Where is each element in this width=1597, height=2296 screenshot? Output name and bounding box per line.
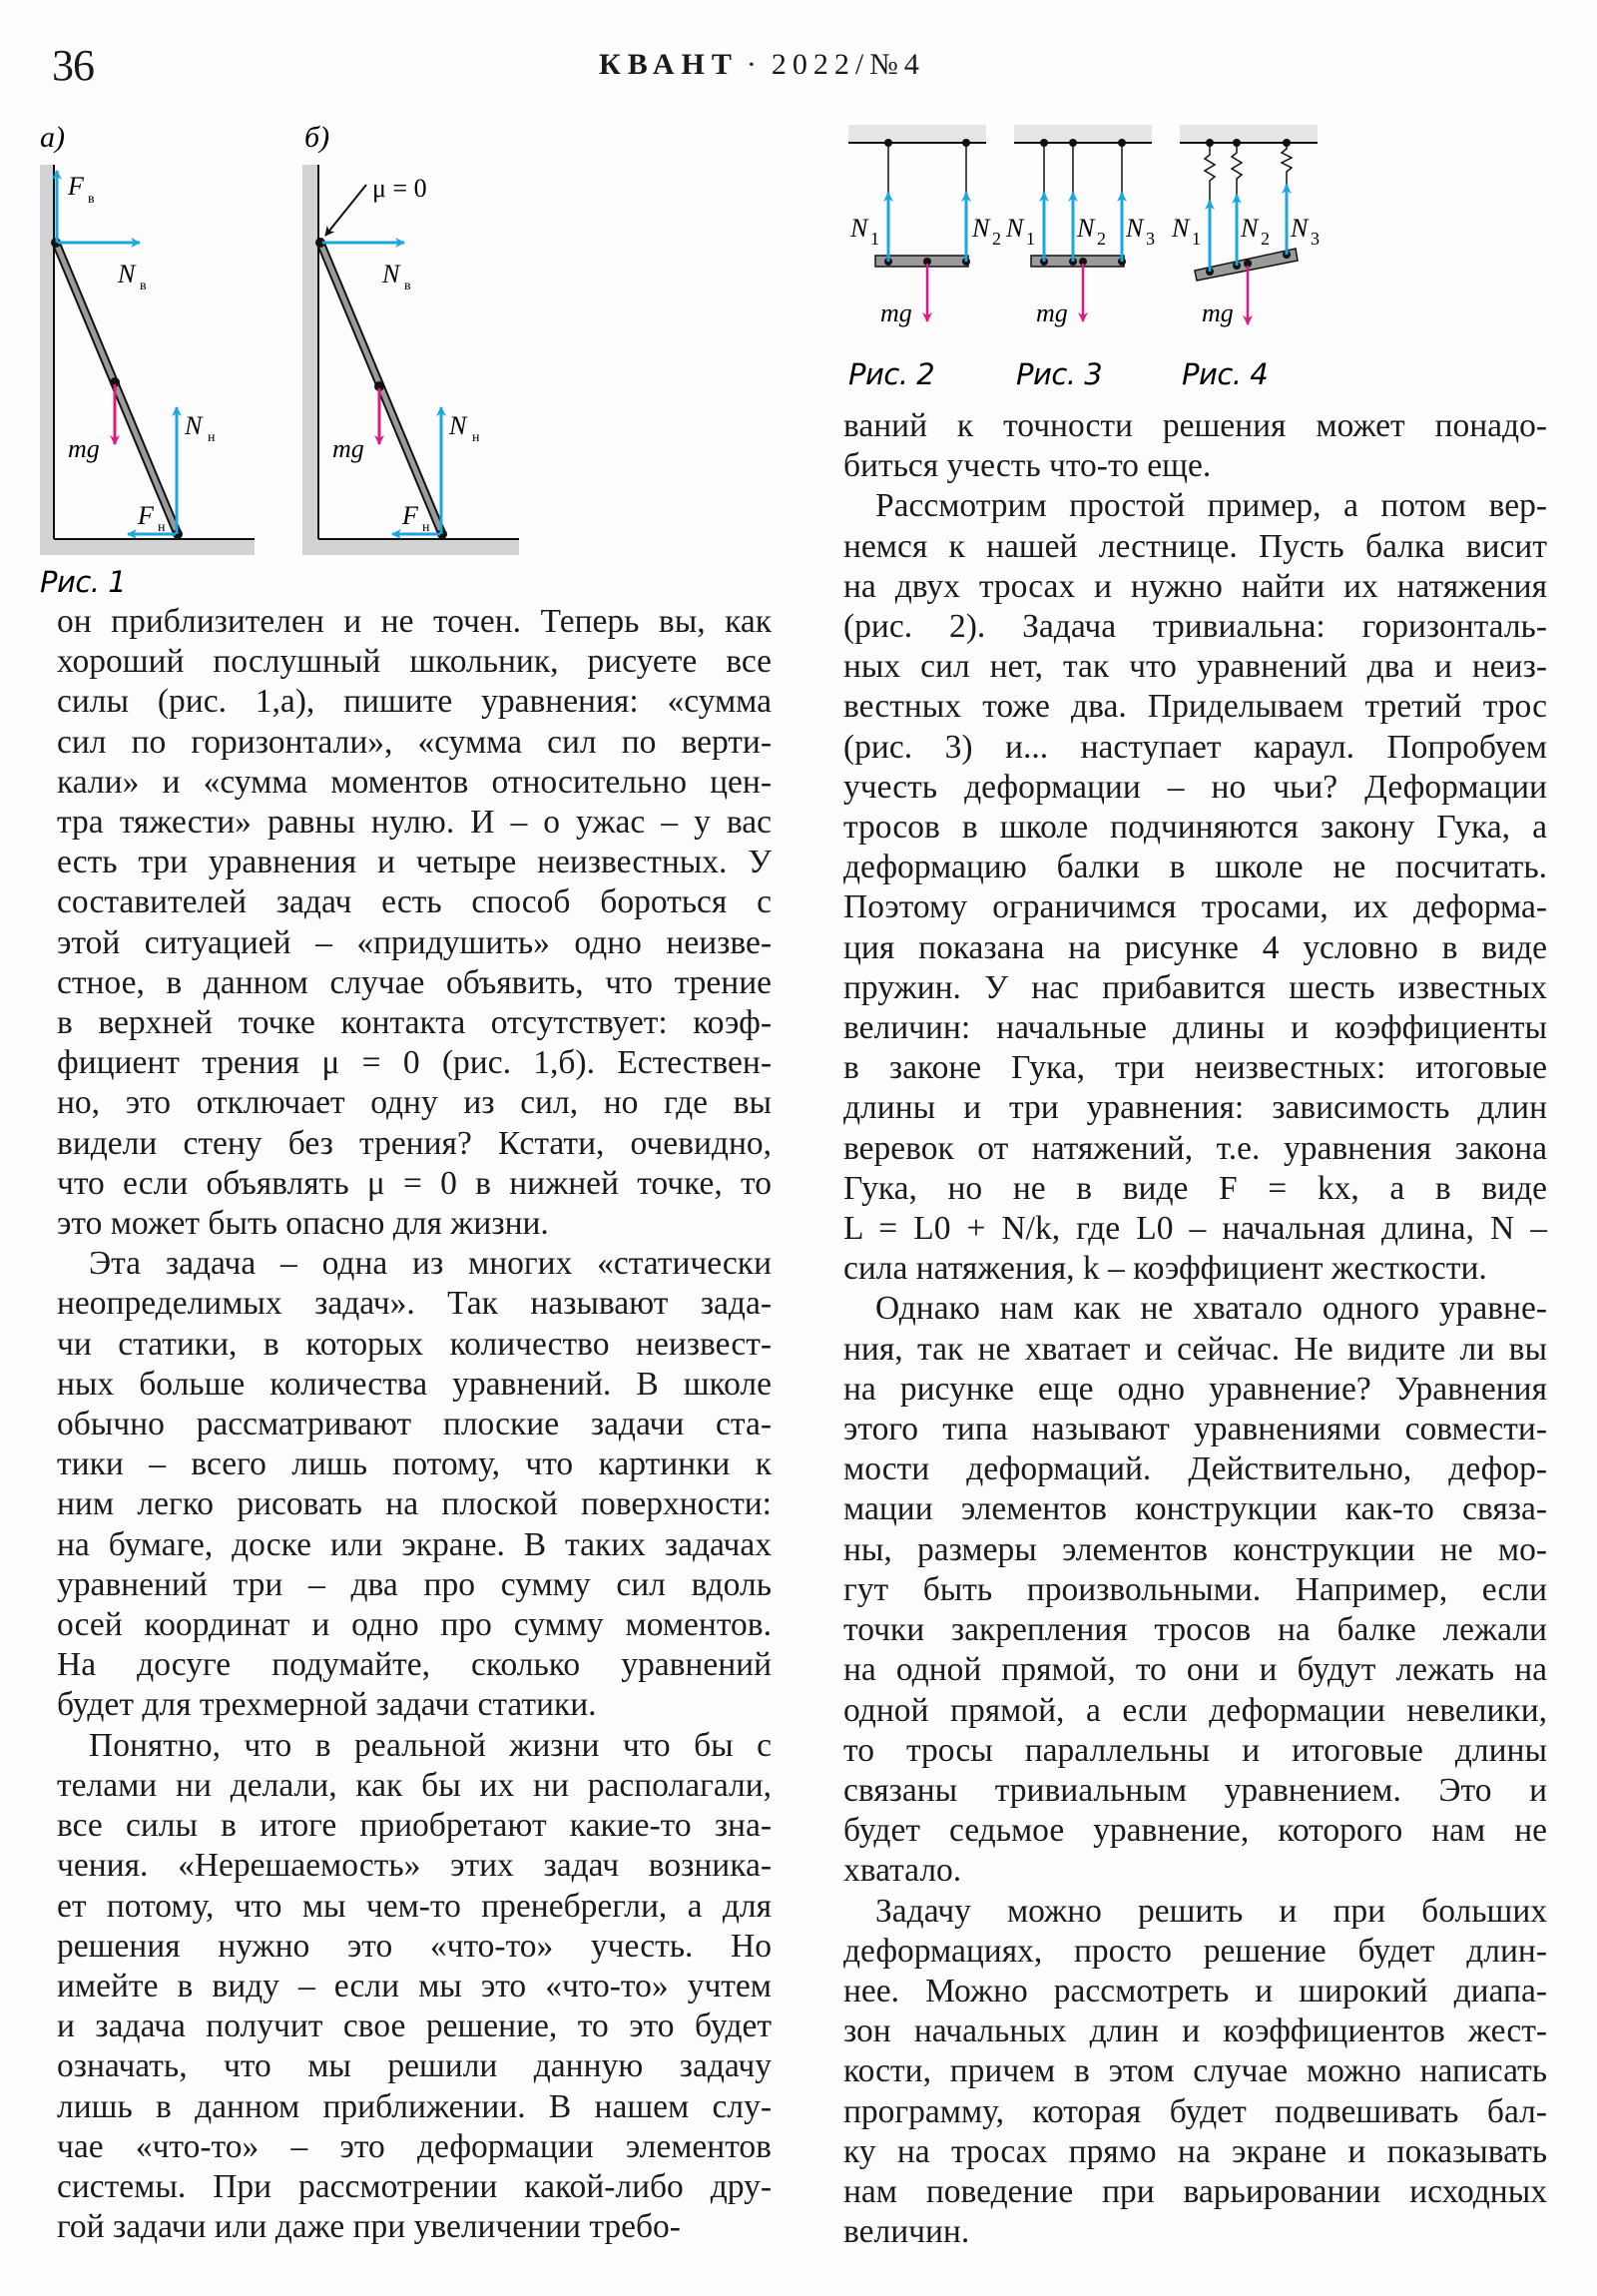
svg-text:н: н: [208, 430, 216, 445]
figure-1: [40, 115, 769, 604]
issue-number: 2022/№4: [771, 48, 925, 81]
text-line: это может быть опасно для жизни.: [57, 1205, 549, 1243]
left-column-text: [57, 602, 772, 2247]
text-line: обычно рассматривают плоские задачи ста-: [57, 1406, 772, 1443]
text-line: гой задачи или даже при увеличении требо-: [57, 2208, 681, 2246]
page-number: 36: [52, 41, 94, 90]
svg-text:N: N: [382, 260, 400, 288]
fig4: [1171, 125, 1320, 391]
text-line: лишь в данном приближении. В нашем слу-: [57, 2087, 772, 2125]
fig2-caption: Рис. 2: [848, 357, 935, 391]
separator: ·: [746, 48, 764, 81]
text-line: системы. При рассмотрении какой-либо дру-: [57, 2167, 772, 2205]
text-line: стное, в данном случае объявить, что трение: [57, 963, 772, 1001]
svg-text:N: N: [972, 214, 990, 243]
text-line: деформацию балки в школе не посчитать.: [843, 849, 1547, 886]
svg-text:N: N: [1006, 214, 1024, 243]
text-line: все силы в итоге приобретают какие-то зна-: [57, 1807, 772, 1845]
svg-text:F: F: [68, 172, 84, 201]
svg-text:н: н: [158, 520, 166, 535]
text-line: мации элементов конструкции как-то связа-: [843, 1490, 1547, 1528]
text-line: кости, причем в этом случае можно написать: [843, 2052, 1547, 2090]
fig3: [1005, 125, 1155, 391]
text-line: биться учесть что-то еще.: [843, 447, 1212, 485]
fig4-caption: Рис. 4: [1182, 357, 1269, 391]
svg-text:в: в: [404, 279, 411, 293]
text-line: осей координат и одно про сумму моментов.: [57, 1606, 772, 1644]
svg-text:mg: mg: [68, 434, 100, 463]
svg-text:μ = 0: μ = 0: [372, 174, 427, 203]
ladder-diagram: [40, 115, 769, 604]
text-line: есть три уравнения и четыре неизвестных. У: [57, 844, 772, 881]
text-line: что если объявлять μ = 0 в нижней точке, то: [57, 1164, 772, 1202]
text-line: деформациях, просто решение будет длин-: [843, 1932, 1547, 1970]
svg-text:N: N: [1126, 214, 1144, 243]
right-column-text: [843, 406, 1547, 2252]
text-line: Эта задача – одна из многих «статически: [89, 1245, 772, 1283]
text-line: ним легко рисовать на плоской поверхности:: [57, 1485, 772, 1523]
svg-text:F: F: [138, 501, 154, 530]
svg-text:3: 3: [1311, 229, 1320, 249]
text-line: тросов в школе подчиняются закону Гука, а: [843, 809, 1547, 847]
text-line: зон начальных длин и коэффициентов жест-: [843, 2012, 1547, 2050]
text-line: Понятно, что в реальной жизни что бы с: [89, 1726, 772, 1764]
fig1-caption: Рис. 1: [40, 565, 127, 599]
svg-text:N: N: [1172, 214, 1190, 243]
text-line: на двух тросах и нужно найти их натяжения: [843, 567, 1547, 605]
text-line: L = L0 + N/k, где L0 – начальная длина, N –: [843, 1210, 1547, 1248]
svg-text:1: 1: [870, 229, 879, 249]
text-line: нам поведение при варьировании исходных: [843, 2172, 1547, 2210]
page-header: [0, 0, 1597, 110]
text-line: Однако нам как не хватало одного уравне-: [875, 1290, 1547, 1328]
text-line: означать, что мы решили данную задачу: [57, 2047, 772, 2085]
text-line: ция показана на рисунке 4 условно в виде: [843, 928, 1547, 966]
text-line: будет для трехмерной задачи статики.: [57, 1686, 597, 1724]
svg-text:N: N: [185, 411, 203, 440]
text-line: ния, так не хватает и сейчас. Не видите ли вы: [843, 1330, 1547, 1368]
text-line: в законе Гука, три неизвестных: итоговые: [843, 1049, 1547, 1087]
svg-text:N: N: [1291, 214, 1309, 243]
panel-b: [302, 121, 519, 555]
text-line: на одной прямой, то они и будут лежать на: [843, 1651, 1547, 1689]
text-line: он приблизителен и не точен. Теперь вы, как: [57, 603, 772, 640]
text-line: ку на тросах прямо на экране и показывать: [843, 2132, 1547, 2170]
text-line: тра тяжести» равны нулю. И – о ужас – у вас: [57, 804, 772, 842]
text-line: точки закрепления тросов на балке лежали: [843, 1611, 1547, 1649]
text-line: нее. Можно рассмотреть и широкий диапа-: [843, 1972, 1547, 2009]
text-line: тики – всего лишь потому, что картинки к: [57, 1445, 772, 1483]
text-line: то тросы параллельны и итоговые длины: [843, 1731, 1547, 1769]
magazine-title: КВАНТ: [599, 48, 739, 81]
text-line: будет седьмое уравнение, которого нам не: [843, 1812, 1547, 1850]
text-line: программу, которая будет подвешивать бал-: [843, 2092, 1547, 2130]
svg-text:в: в: [88, 192, 95, 207]
text-line: уравнений три – два про сумму сил вдоль: [57, 1565, 772, 1603]
beam-diagrams: [838, 115, 1577, 404]
text-line: на рисунке еще одно уравнение? Уравнения: [843, 1370, 1547, 1408]
svg-text:N: N: [118, 260, 136, 288]
svg-text:в: в: [140, 279, 147, 293]
text-line: составителей задач есть способ бороться с: [57, 883, 772, 921]
svg-text:1: 1: [1192, 229, 1201, 249]
text-line: мости деформаций. Действительно, дефор-: [843, 1450, 1547, 1488]
text-line: этого типа называют уравнениями совмести-: [843, 1411, 1547, 1448]
text-line: на бумаге, доске или экране. В таких задачах: [57, 1525, 772, 1563]
text-line: ет потому, что мы чем-то пренебрегли, а для: [57, 1887, 772, 1925]
svg-text:1: 1: [1026, 229, 1035, 249]
svg-text:mg: mg: [1202, 298, 1234, 327]
text-line: решения нужно это «что-то» учесть. Но: [57, 1927, 772, 1965]
text-line: ны, размеры элементов конструкции не мо-: [843, 1530, 1547, 1568]
text-line: одной прямой, а если деформации невелики,: [843, 1691, 1547, 1729]
text-line: величин: начальные длины и коэффициенты: [843, 1009, 1547, 1047]
svg-text:N: N: [1077, 214, 1095, 243]
svg-text:F: F: [402, 501, 418, 530]
text-line: ваний к точности решения может понадо-: [843, 407, 1547, 444]
text-line: Задачу можно решить и при больших: [875, 1892, 1547, 1930]
text-line: веревок от натяжений, т.е. уравнения закона: [843, 1129, 1547, 1167]
text-line: На досуге подумайте, сколько уравнений: [57, 1646, 772, 1684]
text-line: Поэтому ограничимся тросами, их деформа-: [843, 888, 1547, 926]
text-line: в верхней точке контакта отсутствует: коэф-: [57, 1004, 772, 1042]
svg-text:н: н: [422, 520, 430, 535]
text-line: кали» и «сумма моментов относительно цен-: [57, 763, 772, 801]
fig3-caption: Рис. 3: [1016, 357, 1103, 391]
fig2: [848, 125, 1001, 391]
text-line: вестных тоже два. Приделываем третий трос: [843, 688, 1547, 726]
text-line: немся к нашей лестнице. Пусть балка висит: [843, 527, 1547, 565]
text-line: ных сил нет, так что уравнений два и неиз-: [843, 648, 1547, 686]
panel-b-label: б): [304, 121, 330, 154]
text-line: и задача получит свое решение, то это будет: [57, 2008, 772, 2045]
panel-a: [40, 121, 255, 555]
svg-text:N: N: [449, 411, 467, 440]
text-line: величин.: [843, 2213, 970, 2251]
svg-text:2: 2: [992, 229, 1001, 249]
text-line: чае «что-то» – это деформации элементов: [57, 2127, 772, 2165]
svg-text:н: н: [472, 430, 480, 445]
text-line: Рассмотрим простой пример, а потом вер-: [875, 487, 1547, 525]
panel-a-label: а): [40, 121, 65, 154]
text-line: видели стену без трения? Кстати, очевидно,: [57, 1124, 772, 1162]
text-line: хороший послушный школьник, рисуете все: [57, 643, 772, 681]
text-line: (рис. 2). Задача тривиальна: горизонталь-: [843, 608, 1547, 646]
text-line: гут быть произвольными. Например, если: [843, 1570, 1547, 1608]
svg-text:N: N: [1241, 214, 1259, 243]
text-line: ных больше количества уравнений. В школе: [57, 1365, 772, 1403]
text-line: сила натяжения, k – коэффициент жесткости.: [843, 1250, 1487, 1288]
svg-text:2: 2: [1261, 229, 1270, 249]
text-line: неопределимых задач». Так называют зада-: [57, 1285, 772, 1323]
text-line: Гука, но не в виде F = kx, а в виде: [843, 1169, 1547, 1207]
text-line: связаны тривиальным уравнением. Это и: [843, 1771, 1547, 1809]
svg-text:mg: mg: [332, 434, 364, 463]
text-line: чи статики, в которых количество неизвест-: [57, 1325, 772, 1363]
text-line: хватало.: [843, 1852, 962, 1890]
text-line: телами ни делали, как бы их ни располагали,: [57, 1766, 772, 1804]
text-line: (рис. 3) и... наступает караул. Попробуем: [843, 728, 1547, 766]
running-head: [599, 48, 925, 82]
svg-text:2: 2: [1097, 229, 1106, 249]
figures-2-4: [838, 115, 1577, 404]
svg-text:mg: mg: [1036, 298, 1068, 327]
text-line: учесть деформации – но чьи? Деформации: [843, 768, 1547, 806]
text-line: имейте в виду – если мы это «что-то» учтем: [57, 1967, 772, 2005]
text-line: пружин. У нас прибавится шесть известных: [843, 968, 1547, 1006]
svg-text:3: 3: [1146, 229, 1155, 249]
text-line: силы (рис. 1,а), пишите уравнения: «сумма: [57, 683, 772, 721]
svg-text:mg: mg: [880, 298, 912, 327]
text-line: длины и три уравнения: зависимость длин: [843, 1089, 1547, 1127]
text-line: фициент трения μ = 0 (рис. 1,б). Естествен-: [57, 1044, 772, 1082]
text-line: чения. «Нерешаемость» этих задач возника-: [57, 1847, 772, 1885]
text-line: но, это отключает одну из сил, но где вы: [57, 1084, 772, 1122]
svg-text:N: N: [850, 214, 868, 243]
text-line: сил по горизонтали», «сумма сил по верти-: [57, 723, 772, 761]
text-line: этой ситуацией – «придушить» одно неизве-: [57, 923, 772, 961]
